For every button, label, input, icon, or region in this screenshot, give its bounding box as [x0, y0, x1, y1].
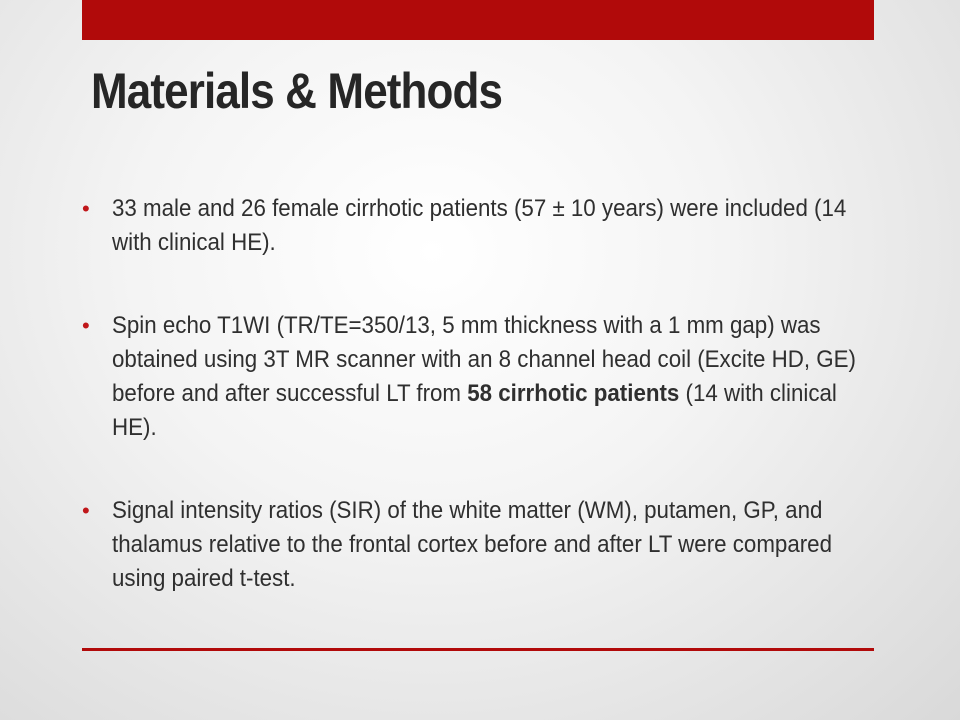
bullet-item [82, 494, 872, 596]
top-accent-bar [82, 0, 874, 40]
slide-title: Materials & Methods [91, 63, 503, 119]
bullet-item [82, 309, 872, 445]
bullet-icon: • [82, 196, 90, 221]
bullet-text-part: Spin echo T1WI (TR/TE=350/13, 5 mm thickness with a 1 mm gap) was obtained using 3T MR scanner with an 8 channel head coil (Excite HD, GE) before and after successful LT from [112, 312, 856, 407]
bullet-text: Signal intensity ratios (SIR) of the white matter (WM), putamen, GP, and thalamus relative to the frontal cortex before and after LT were compared using paired t-test. [112, 497, 832, 592]
bullet-item [82, 192, 872, 260]
bullet-icon: • [82, 313, 90, 338]
bottom-divider [82, 648, 874, 651]
bullet-text: 33 male and 26 female cirrhotic patients (57 ± 10 years) were included (14 with clinical HE). [112, 195, 847, 256]
bullet-text-bold: 58 cirrhotic patients [467, 380, 680, 407]
bullet-list [82, 192, 872, 645]
bullet-icon: • [82, 498, 90, 523]
bullet-text [112, 309, 861, 445]
bullet-text-part: (14 with clinical HE). [112, 380, 837, 441]
